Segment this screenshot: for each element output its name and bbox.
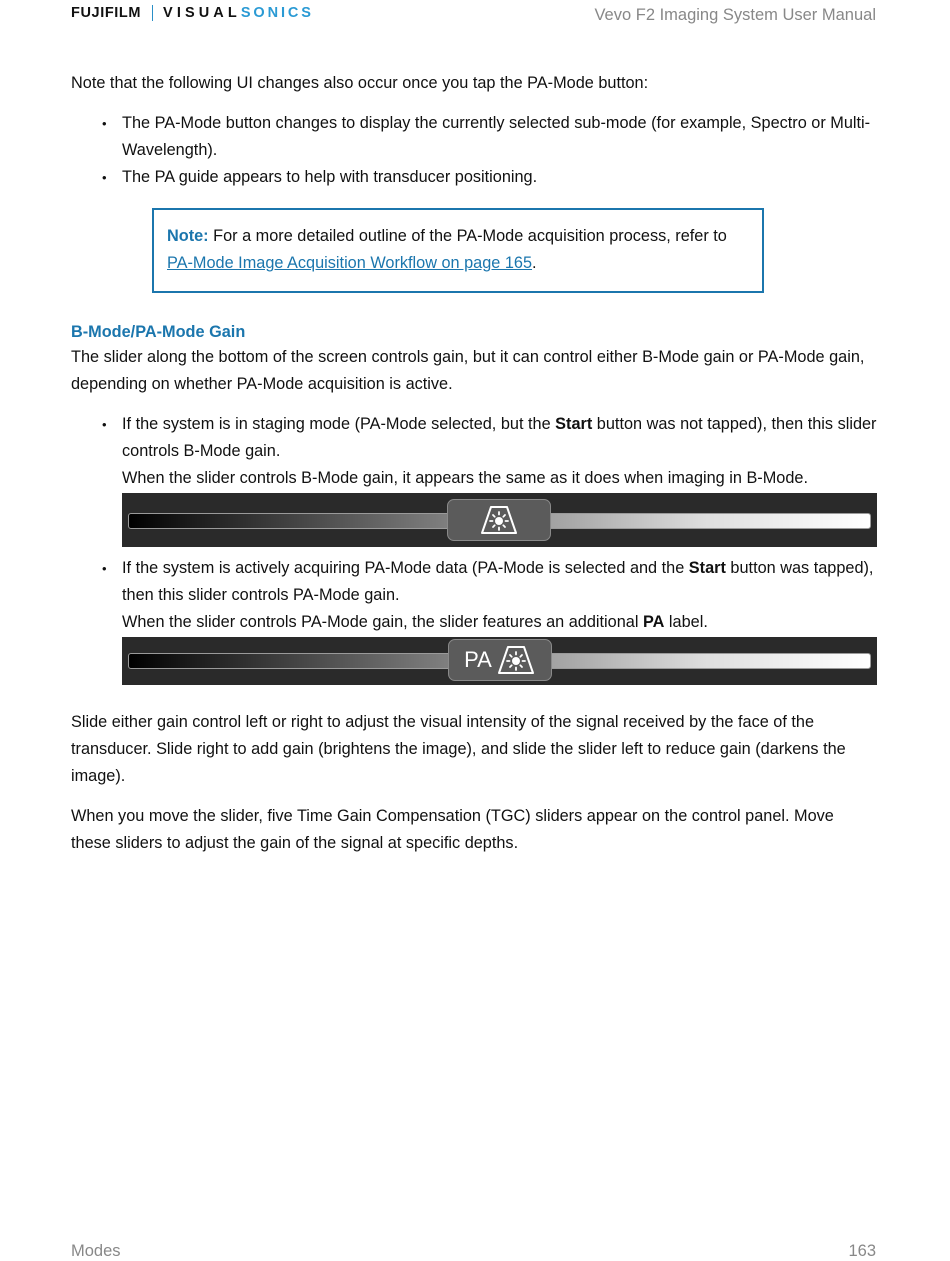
slider-thumb[interactable] — [448, 639, 552, 681]
brightness-gain-icon — [479, 503, 519, 537]
staging-line2: When the slider controls B-Mode gain, it appears the same as it does when imaging in B-Mode. — [122, 469, 808, 487]
logo-divider — [152, 5, 153, 21]
bmode-gain-slider[interactable] — [122, 493, 877, 547]
acquiring-text-post: button was tapped), then this slider controls PA-Mode gain. — [122, 559, 874, 604]
list-item-staging — [122, 411, 877, 547]
logo-sonics: SONICS — [240, 5, 314, 21]
fujifilm-visualsonics-logo — [71, 5, 314, 21]
note-period: . — [532, 254, 537, 272]
tgc-paragraph: When you move the slider, five Time Gain Compensation (TGC) sliders appear on the control panel. Move these sliders to adjust the gain of the signal at specific depths. — [71, 807, 834, 852]
workflow-link[interactable]: PA-Mode Image Acquisition Workflow on page 165 — [167, 254, 533, 272]
gain-mode-list — [71, 411, 877, 685]
list-item: • The PA-Mode button changes to display the currently selected sub-mode (for example, Spectro or Multi-Wavelength). — [122, 110, 877, 164]
page-number: 163 — [848, 1242, 876, 1260]
list-item: • The PA guide appears to help with transducer positioning. — [122, 164, 877, 191]
note-box — [152, 208, 764, 293]
acquiring-line2 — [122, 609, 877, 636]
staging-text-post: button was not tapped), then this slider controls B-Mode gain. — [122, 415, 877, 460]
note-text: For a more detailed outline of the PA-Mode acquisition process, refer to — [208, 227, 727, 245]
acquiring-line2-post: label. — [664, 613, 708, 631]
pa-keyword: PA — [642, 613, 665, 631]
logo-fujifilm: FUJIFILM — [71, 5, 142, 21]
note-label: Note: — [167, 227, 209, 245]
start-keyword: Start — [688, 559, 726, 577]
ui-changes-list — [71, 110, 877, 191]
slider-thumb[interactable] — [447, 499, 551, 541]
acquiring-line2-pre: When the slider controls PA-Mode gain, the slider features an additional — [122, 613, 643, 631]
footer-section: Modes — [71, 1242, 121, 1260]
page-header — [71, 2, 876, 28]
adjust-paragraph: Slide either gain control left or right to adjust the visual intensity of the signal received by the face of the transducer. Slide right to add gain (brightens the image), and slide the slider left to reduce gain (darkens the image). — [71, 713, 846, 785]
logo-visual: VISUAL — [163, 5, 241, 21]
list-item-acquiring — [122, 555, 877, 685]
page-content — [71, 70, 877, 857]
manual-title: Vevo F2 Imaging System User Manual — [594, 6, 876, 24]
staging-text-pre: If the system is in staging mode (PA-Mode selected, but the — [122, 415, 556, 433]
brightness-gain-icon — [496, 643, 536, 677]
section-heading: B-Mode/PA-Mode Gain — [71, 323, 246, 341]
acquiring-text-pre: If the system is actively acquiring PA-Mode data (PA-Mode is selected and the — [122, 559, 689, 577]
start-keyword: Start — [555, 415, 593, 433]
pa-label: PA — [464, 647, 492, 672]
pamode-gain-slider[interactable] — [122, 637, 877, 685]
gain-paragraph: The slider along the bottom of the screen controls gain, but it can control either B-Mode gain or PA-Mode gain, depending on whether PA-Mode acquisition is active. — [71, 348, 865, 393]
intro-paragraph: Note that the following UI changes also occur once you tap the PA-Mode button: — [71, 74, 649, 92]
